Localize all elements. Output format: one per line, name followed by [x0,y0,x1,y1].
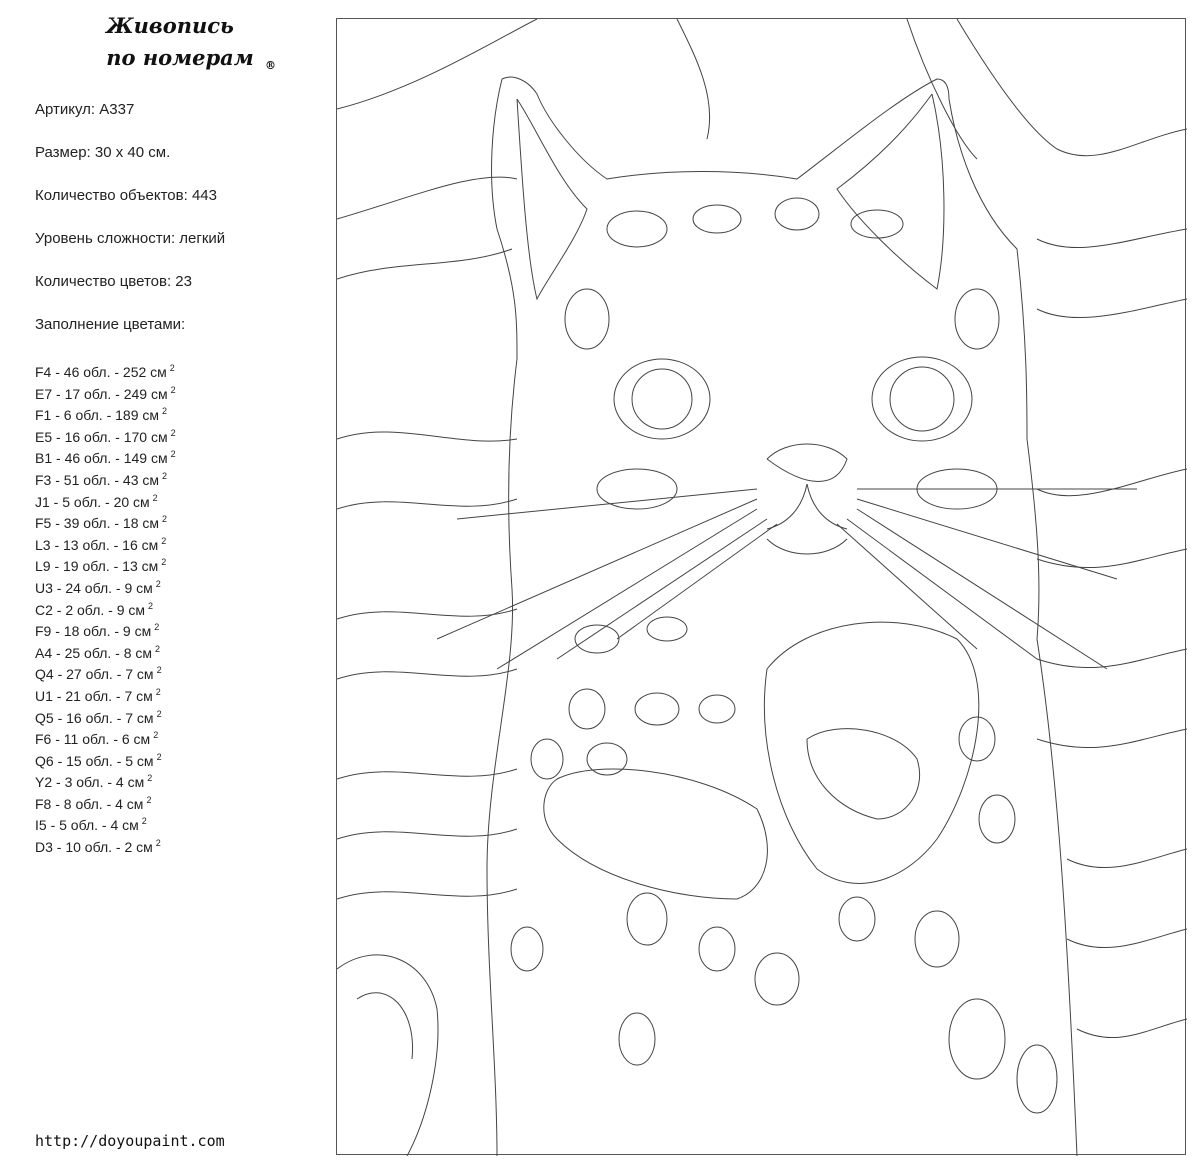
area-unit-superscript: 2 [154,622,160,633]
area-unit-superscript: 2 [170,449,176,460]
color-fill-text: F6 - 11 обл. - 6 см [35,731,151,748]
color-fill-row [35,574,176,596]
color-fill-text: C2 - 2 обл. - 9 см [35,601,145,618]
brand-title [60,10,300,74]
area-unit-superscript: 2 [155,686,161,697]
color-fill-text: F5 - 39 обл. - 18 см [35,515,160,532]
color-fill-row [35,509,176,531]
color-fill-text: L9 - 19 обл. - 13 см [35,558,159,575]
color-fill-row [35,682,176,704]
color-fill-row [35,811,176,833]
area-unit-superscript: 2 [162,406,168,417]
color-fill-row [35,725,176,747]
difficulty-level: Уровень сложности: легкий [35,230,226,247]
color-fill-row [35,444,176,466]
canvas-size: Размер: 30 х 40 см. [35,144,171,161]
area-unit-superscript: 2 [169,363,175,373]
color-fill-row [35,380,176,402]
fill-heading: Заполнение цветами: [35,316,186,333]
area-unit-superscript: 2 [161,535,167,546]
color-fill-text: J1 - 5 обл. - 20 см [35,493,150,510]
color-fill-text: Q5 - 16 обл. - 7 см [35,709,154,726]
area-unit-superscript: 2 [161,557,167,568]
color-fill-row [35,531,176,553]
color-fill-row [35,552,176,574]
brand-title-line2: по номерам [106,45,254,70]
color-fill-text: E5 - 16 обл. - 170 см [35,428,168,445]
color-fill-row [35,358,176,380]
cat-outline-icon [337,19,1187,1156]
area-unit-superscript: 2 [155,838,161,849]
brand-title-line1: Живопись [106,13,234,38]
website-link[interactable]: http://doyoupaint.com [35,1132,225,1150]
area-unit-superscript: 2 [170,384,176,395]
area-unit-superscript: 2 [146,794,152,805]
area-unit-superscript: 2 [141,816,147,827]
color-fill-row [35,401,176,423]
color-fill-text: F9 - 18 обл. - 9 см [35,623,152,640]
area-unit-superscript: 2 [156,751,162,762]
color-fill-text: Y2 - 3 обл. - 4 см [35,774,145,791]
color-fill-text: I5 - 5 обл. - 4 см [35,817,139,834]
color-fill-row [35,704,176,726]
color-fill-text: D3 - 10 обл. - 2 см [35,839,153,856]
area-unit-superscript: 2 [155,578,161,589]
color-fill-row [35,660,176,682]
article-number: Артикул: A337 [35,101,135,118]
color-fill-text: Q6 - 15 обл. - 5 см [35,752,154,769]
color-fill-text: F4 - 46 обл. - 252 см [35,364,167,380]
color-fill-text: U1 - 21 обл. - 7 см [35,687,153,704]
registered-mark: ® [265,59,276,72]
color-fill-text: E7 - 17 обл. - 249 см [35,385,168,402]
area-unit-superscript: 2 [155,643,161,654]
color-fill-text: F8 - 8 обл. - 4 см [35,795,144,812]
colors-count: Количество цветов: 23 [35,273,192,290]
color-fill-text: F3 - 51 обл. - 43 см [35,471,160,488]
area-unit-superscript: 2 [156,708,162,719]
color-fill-row [35,833,176,855]
area-unit-superscript: 2 [147,773,153,784]
color-fill-text: F1 - 6 обл. - 189 см [35,407,160,424]
color-fill-text: U3 - 24 обл. - 9 см [35,579,153,596]
area-unit-superscript: 2 [156,665,162,676]
area-unit-superscript: 2 [148,600,154,611]
color-fill-row [35,617,176,639]
color-fill-row [35,423,176,445]
color-fill-text: L3 - 13 обл. - 16 см [35,536,159,553]
coloring-canvas [336,18,1186,1155]
color-fill-row [35,596,176,618]
objects-count: Количество объектов: 443 [35,187,217,204]
color-fill-text: Q4 - 27 обл. - 7 см [35,666,154,683]
color-fill-text: A4 - 25 обл. - 8 см [35,644,153,661]
color-fill-row [35,488,176,510]
area-unit-superscript: 2 [162,514,168,525]
color-fill-row [35,747,176,769]
color-fill-row [35,639,176,661]
area-unit-superscript: 2 [170,427,176,438]
area-unit-superscript: 2 [162,470,168,481]
color-fill-row [35,466,176,488]
color-fill-row [35,790,176,812]
color-fill-list [35,358,176,855]
color-fill-text: B1 - 46 обл. - 149 см [35,450,168,467]
product-info [35,98,225,356]
area-unit-superscript: 2 [153,730,159,741]
area-unit-superscript: 2 [152,492,158,503]
color-fill-row [35,768,176,790]
